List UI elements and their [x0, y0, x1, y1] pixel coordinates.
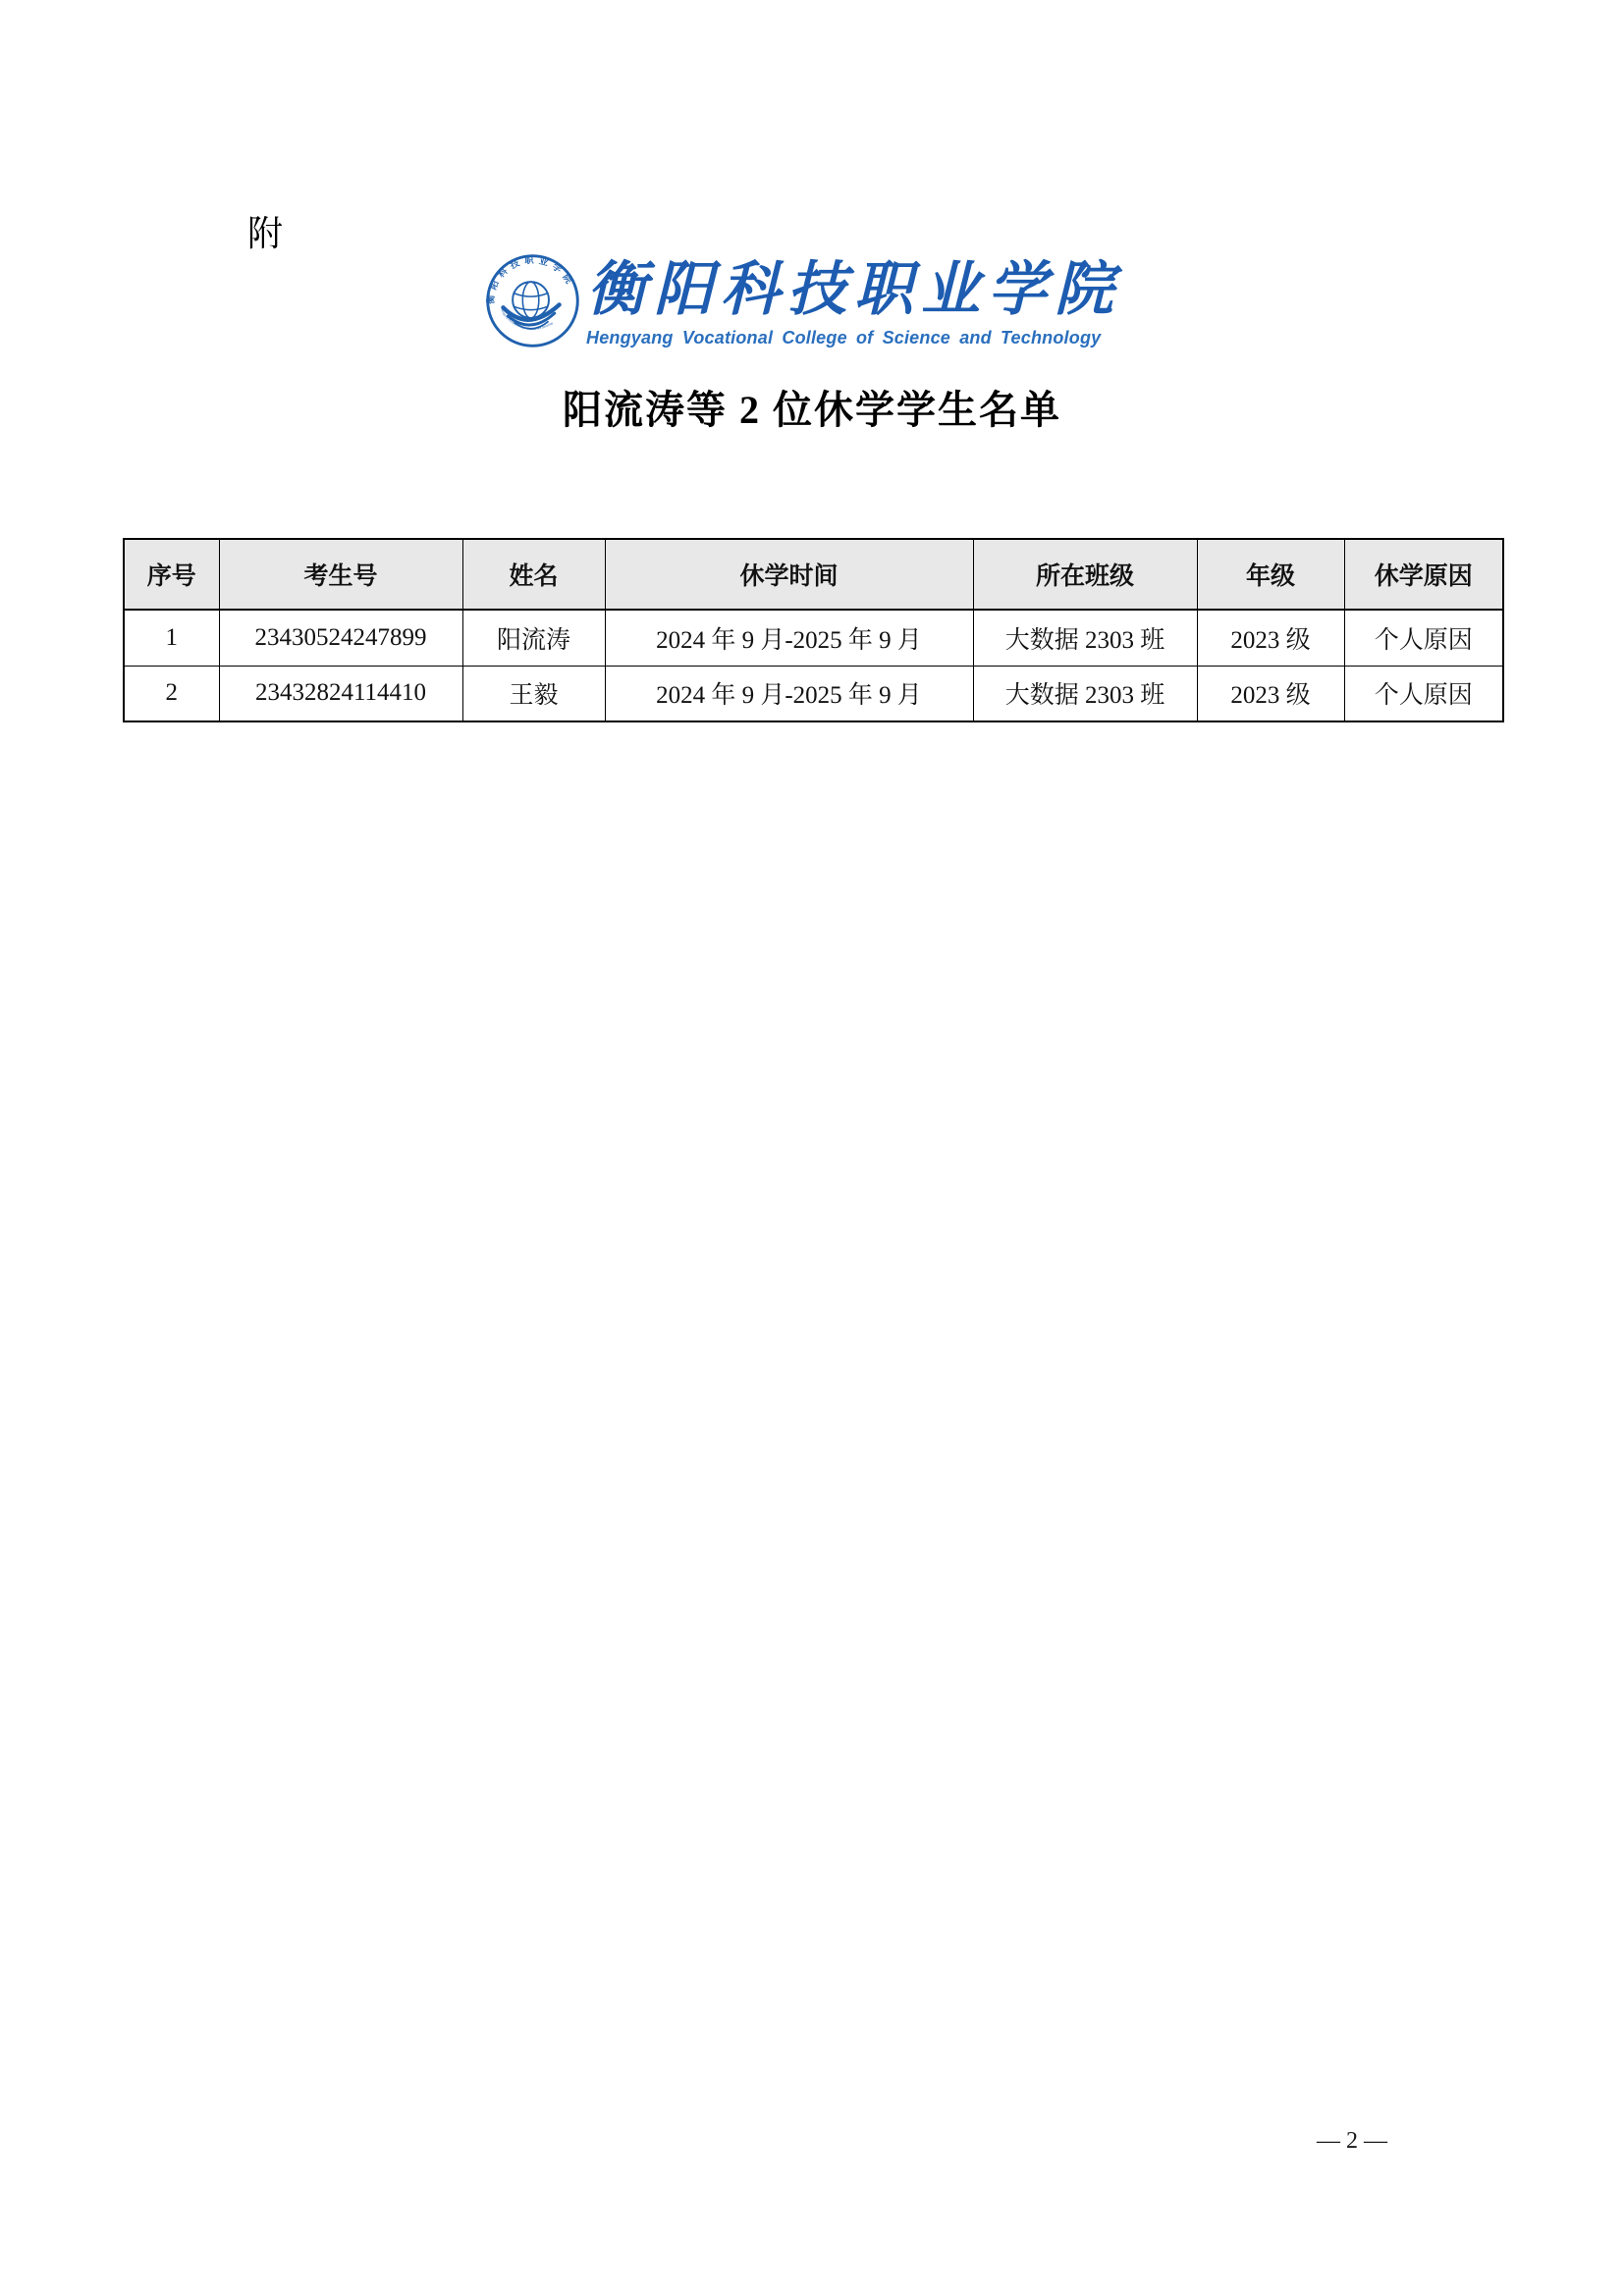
college-name-english: Hengyang Vocational College of Science and Technology [586, 328, 1102, 347]
table-row [124, 610, 1503, 666]
table-header-cell: 考生号 [219, 539, 462, 610]
table-header-cell: 休学时间 [605, 539, 973, 610]
table-header-cell: 所在班级 [973, 539, 1197, 610]
table-cell: 2 [124, 666, 219, 721]
table-cell: 大数据 2303 班 [973, 610, 1197, 666]
table-cell: 2024 年 9 月-2025 年 9 月 [605, 610, 973, 666]
table-header-cell: 序号 [124, 539, 219, 610]
table-header-cell: 姓名 [462, 539, 605, 610]
table-cell: 个人原因 [1344, 666, 1503, 721]
document-title: 阳流涛等 2 位休学学生名单 [563, 388, 1061, 432]
table-cell: 2023 级 [1197, 610, 1344, 666]
table-cell: 1 [124, 610, 219, 666]
students-table [123, 538, 1504, 722]
table-cell: 个人原因 [1344, 610, 1503, 666]
college-emblem-icon [485, 253, 580, 348]
page-number: — 2 — [1317, 2128, 1387, 2154]
table-header-row [124, 539, 1503, 610]
attachment-label: 附 [247, 214, 284, 253]
seal-arc-text-en: Hengyang Vocational College of Science and Technology [500, 308, 555, 332]
table-cell: 23432824114410 [219, 666, 462, 721]
table-cell: 2024 年 9 月-2025 年 9 月 [605, 666, 973, 721]
college-name-chinese: 衡阳科技职业学院 [587, 257, 1121, 322]
table-row [124, 666, 1503, 721]
table-cell: 王毅 [462, 666, 605, 721]
seal-arc-text-cn: 衡阳科技职业学院 [485, 254, 574, 304]
table-cell: 23430524247899 [219, 610, 462, 666]
table-cell: 阳流涛 [462, 610, 605, 666]
table-header-cell: 休学原因 [1344, 539, 1503, 610]
table-cell: 2023 级 [1197, 666, 1344, 721]
table-header-cell: 年级 [1197, 539, 1344, 610]
table-cell: 大数据 2303 班 [973, 666, 1197, 721]
